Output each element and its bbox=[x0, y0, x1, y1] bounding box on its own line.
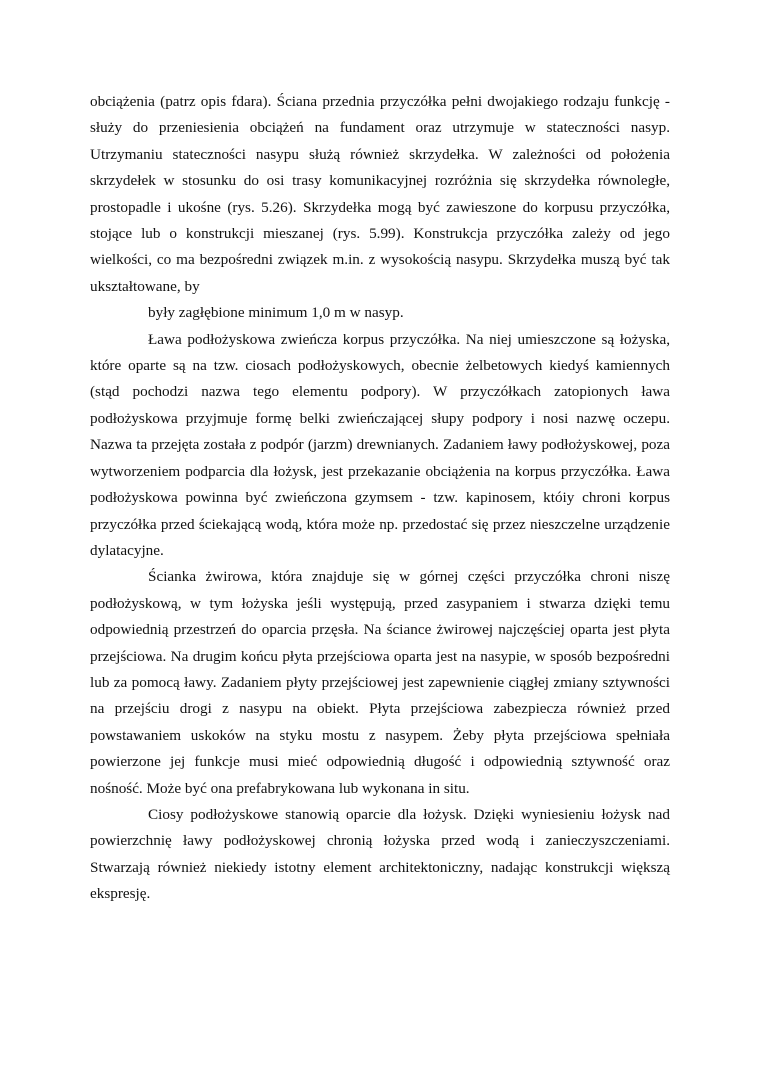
paragraph-gravel-wall: Ścianka żwirowa, która znajduje się w górnej części przyczółka chroni niszę podłożyskową, w tym łożyska jeśli występują, przed zasypaniem i stwarza dzięki temu odpowiednią przestrzeń do oparcia przęsła. Na ściance żwirowej najczęściej oparta jest płyta przejściowa. Na drugim końcu płyta przejściowa oparta jest na nasypie, w sposób bezpośredni lub za pomocą ławy. Zadaniem płyty przejściowej jest zapewnienie ciągłej zmiany sztywności na przejściu drogi z nasypu na obiekt. Płyta przejściowa zabezpiecza również przed powstawaniem uskoków na styku mostu z nasypem. Żeby płyta przejściowa spełniała powierzone jej funkcje musi mieć odpowiednią długość i odpowiednią sztywność oraz nośność. Może być ona prefabrykowana lub wykonana in situ. bbox=[90, 568, 670, 797]
paragraph-walls-and-wings: obciążenia (patrz opis fdara). Ściana przednia przyczółka pełni dwojakiego rodzaju funkcję - służy do przeniesienia obciążeń na fundament oraz utrzymuje w stateczności nasyp. Utrzymaniu stateczności nasypu służą również skrzydełka. W zależności od położenia skrzydełek w stosunku do osi trasy komunikacyjnej rozróżnia się skrzydełka równoległe, prostopadle i ukośne (rys. 5.26). Skrzydełka mogą być zawieszone do korpusu przyczółka, stojące lub o konstrukcji mieszanej (rys. 5.99). Konstrukcja przyczółka zależy od jego wielkości, co ma bezpośredni związek m.in. z wysokością nasypu. Skrzydełka muszą być tak ukształtowane, by bbox=[90, 93, 670, 295]
document-body bbox=[90, 89, 670, 908]
paragraph-wing-embedding: były zagłębione minimum 1,0 m w nasyp. bbox=[148, 304, 404, 322]
paragraph-bearing-blocks: Ciosy podłożyskowe stanowią oparcie dla łożysk. Dzięki wyniesieniu łożysk nad powierzchnię ławy podłożyskowej chronią łożyska przed wodą i zanieczyszczeniami. Stwarzają również niekiedy istotny element architektoniczny, nadając konstrukcji większą ekspresję. bbox=[90, 805, 670, 903]
paragraph-bearing-bench: Ława podłożyskowa zwieńcza korpus przyczółka. Na niej umieszczone są łożyska, które oparte są na tzw. ciosach podłożyskowych, obecnie żelbetowych kiedyś kamiennych (stąd pochodzi nazwa tego elementu podpory). W przyczółkach zatopionych ława podłożyskowa przyjmuje formę belki zwieńczającej słupy podpory i nosi nazwę oczepu. Nazwa ta przejęta została z podpór (jarzm) drewnianych. Zadaniem ławy podłożyskowej, poza wytworzeniem podparcia dla łożysk, jest przekazanie obciążenia na korpus przyczółka. Ława podłożyskowa powinna być zwieńczona gzymsem - tzw. kapinosem, któiy chroni korpus przyczółka przed ściekającą wodą, która może np. przedostać się przez nieszczelne urządzenie dylatacyjne. bbox=[90, 330, 670, 559]
